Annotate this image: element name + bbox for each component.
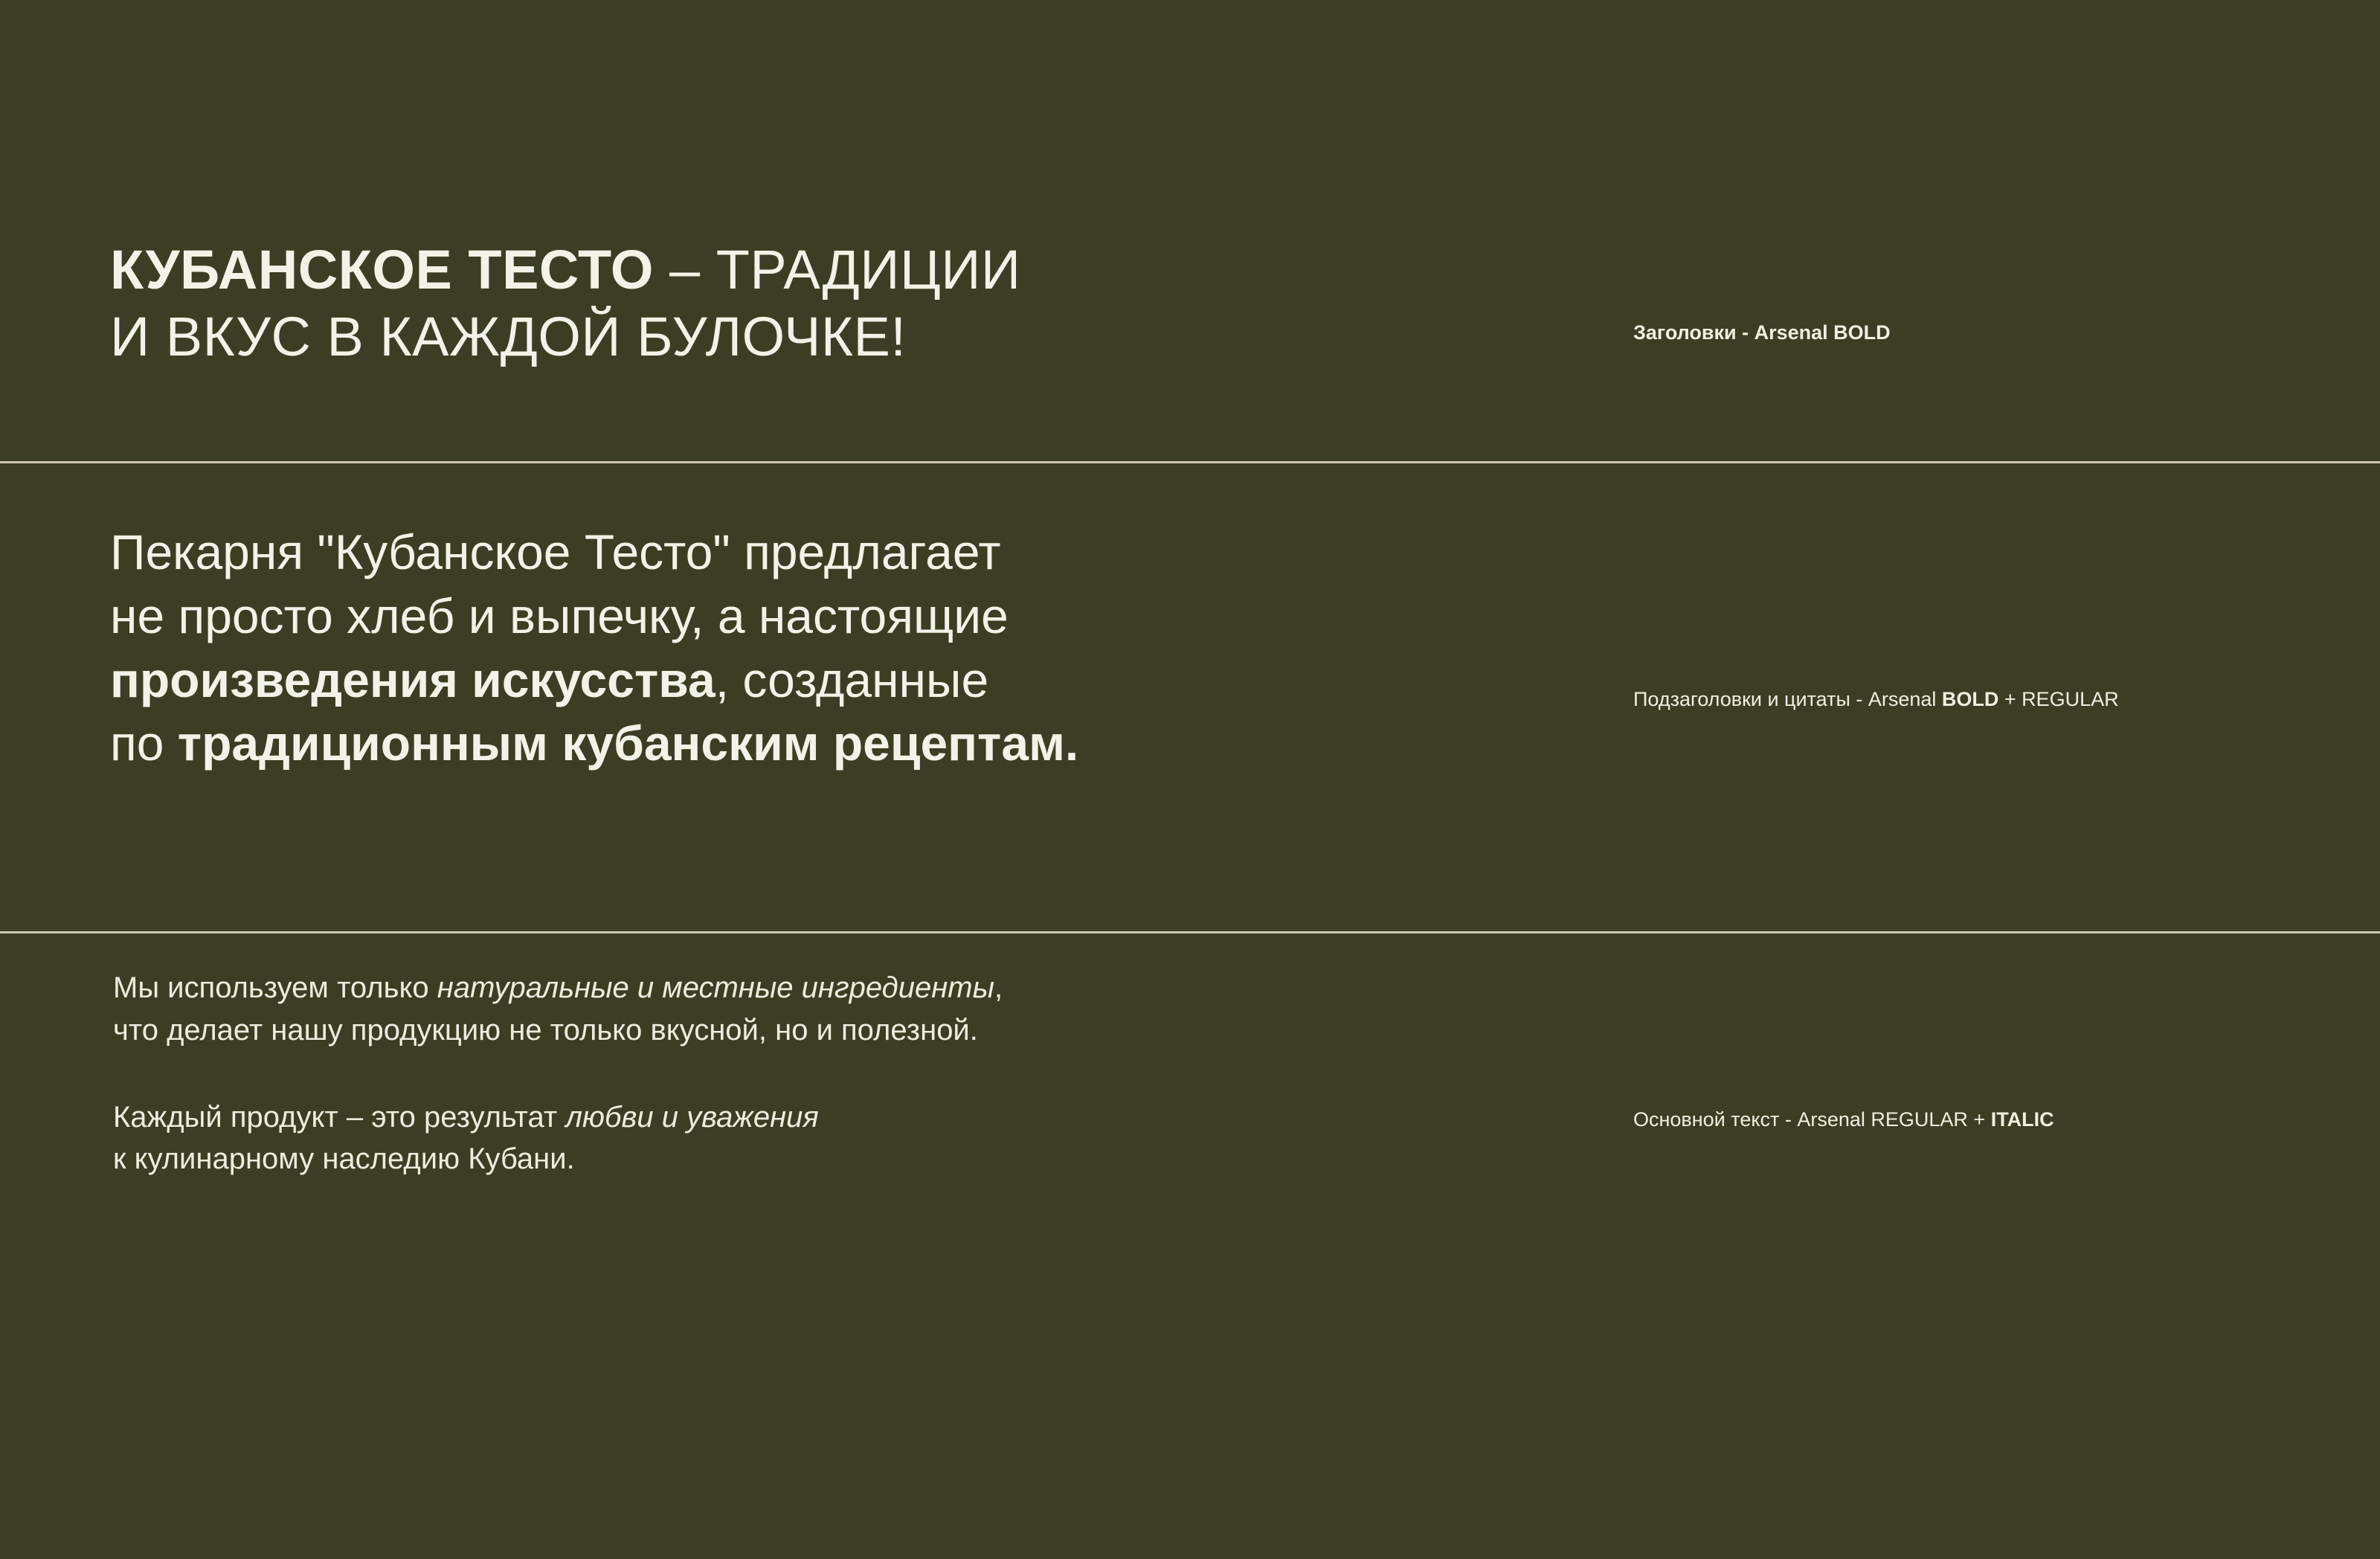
body-p1-text-a: Мы используем только <box>113 971 437 1004</box>
annotation-body-a: Основной текст - Arsenal REGULAR + <box>1633 1108 1991 1131</box>
annotation-subheads <box>1633 688 2119 711</box>
body-paragraph-1-line-1 <box>113 967 1489 1009</box>
lead-line-4 <box>110 712 1486 776</box>
heading-line-1-bold: КУБАНСКОЕ ТЕСТО <box>110 239 654 300</box>
body-p2-text-a: Каждый продукт – это результат <box>113 1100 566 1134</box>
body-block <box>113 967 1489 1180</box>
divider-rule-2 <box>0 931 2380 933</box>
body-p1-text-b: , <box>994 971 1003 1004</box>
lead-line-3-rest: , созданные <box>715 652 989 707</box>
annotation-subheads-bold: BOLD <box>1941 688 1999 710</box>
annotation-subheads-a: Подзаголовки и цитаты - Arsenal <box>1633 688 1942 710</box>
heading-block <box>110 237 1412 371</box>
body-paragraph-2-line-2: к кулинарному наследию Кубани. <box>113 1142 575 1176</box>
body-p1-italic: натуральные и местные ингредиенты <box>437 971 995 1004</box>
lead-line-3-bold: произведения искусства <box>110 652 715 707</box>
body-paragraph-2 <box>113 1096 1489 1181</box>
body-paragraph-1-line-2: что делает нашу продукцию не только вкусной, но и полезной. <box>113 1013 978 1047</box>
lead-line-4-prefix: по <box>110 716 178 771</box>
lead-line-1: Пекарня "Кубанское Тесто" предлагает <box>110 524 1001 579</box>
lead-block <box>110 521 1486 776</box>
lead-line-4-bold: традиционным кубанским рецептам. <box>177 716 1079 771</box>
divider-rule-1 <box>0 461 2380 463</box>
annotation-headings: Заголовки - Arsenal BOLD <box>1633 321 1891 344</box>
heading-line-1-rest: – ТРАДИЦИИ <box>653 239 1021 300</box>
annotation-subheads-b: + REGULAR <box>1998 688 2119 710</box>
lead-line-3 <box>110 649 1486 713</box>
annotation-body-bold: ITALIC <box>1990 1108 2054 1131</box>
body-paragraph-2-line-1 <box>113 1096 1489 1139</box>
lead-line-2: не просто хлеб и выпечку, а настоящие <box>110 588 1009 643</box>
heading-line-1 <box>110 237 1412 303</box>
body-paragraph-1 <box>113 967 1489 1052</box>
heading-line-2: И ВКУС В КАЖДОЙ БУЛОЧКЕ! <box>110 306 907 368</box>
body-p2-italic: любви и уважения <box>565 1100 819 1134</box>
annotation-body <box>1633 1108 2054 1131</box>
